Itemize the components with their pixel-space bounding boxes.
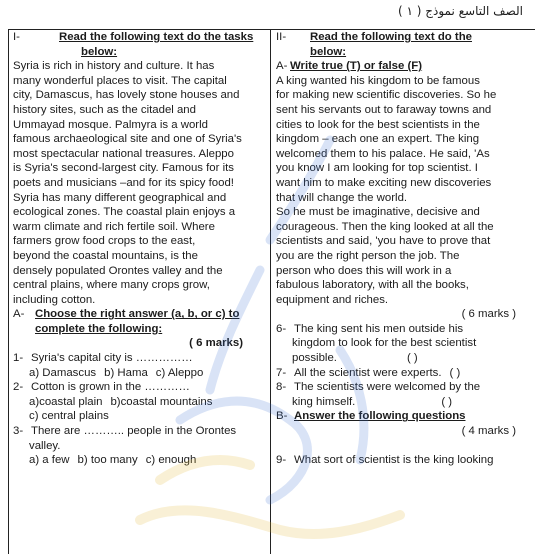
question-1: 1- Syria's capital city is …………… a) Damascus b) Hama c) Aleppo <box>13 351 267 380</box>
right-passage-line: want him to make exciting new discoveries <box>276 176 492 189</box>
left-passage-line: is Syria's second-largest city. Famous for its <box>13 162 234 175</box>
left-passage-line: farmers grow food crops to the east, <box>13 235 196 248</box>
statement-6: 6- The king sent his men outside his kingdom to look for the best scientist possible. ( ) <box>276 322 477 365</box>
right-task-b-title: B- Answer the following questions <box>276 410 466 423</box>
right-passage-line: you know I am looking for top scientist. I <box>276 162 478 175</box>
right-passage-line: fabulous laboratory, with all the books, <box>276 279 469 292</box>
statement-8-answer-box[interactable]: ( ) <box>441 395 453 408</box>
right-task-b-marks: ( 4 marks ) <box>461 425 516 438</box>
left-column: I- Read the following text do the tasks below: Syria is rich in history and culture. It has many wonderful places to visit. The capital city, Damascus, has lovely stone houses and history sites, such as the citadel and Ummayad mosque. Palmyra is a world famous archaeological site and one of Syria's most spectacular national treasures. Aleppo is Syria's second-largest city. Famous for its poets and musicians –and for its spicy food! Syria has many different geographical and ecological zones. The coastal plain enjoys a warm climate and rich fertile soil. Where farmers grow food crops to the east, beyond the coastal mountains, is the densely populated Orontes valley and the central plains, where many crops grow, including cotton. A- Choose the right answer (a, b, or c) to complete the following: ( 6 marks) 1- Syria's capital city is …………… a) Damascus b) Hama c) Aleppo 2- Cotton is grown in the ………… a)coastal plain b)coastal mountains c) central plains 3- There are ……….. people in the Orontes valley. a) a few b) too many c) enough <box>13 30 267 554</box>
right-passage-line: courageous. Then the king looked at all the <box>276 220 494 233</box>
right-passage-line: that will change the world. <box>276 191 408 204</box>
right-task-a-marks: ( 6 marks ) <box>461 308 516 321</box>
left-passage-line: history sites, such as the citadel and <box>13 103 196 116</box>
statement-7-answer-box[interactable]: ( ) <box>449 366 461 379</box>
left-passage-line: central plains, where many crops grow, <box>13 279 210 292</box>
question-2-options: a)coastal plain b)coastal mountains <box>29 395 213 408</box>
left-task-a-title: A- Choose the right answer (a, b, or c) to <box>13 308 240 321</box>
right-passage-line: sent his servants out to faraway towns and <box>276 103 492 116</box>
page-header <box>0 0 537 28</box>
right-task-a-title: A- Write true (T) or false (F) <box>276 60 423 73</box>
left-task-a-marks: ( 6 marks) <box>189 337 243 350</box>
left-section-title: I- Read the following text do the tasks <box>13 31 254 43</box>
right-passage-line: A king wanted his kingdom to be famous <box>276 74 480 87</box>
left-section-mark: I- <box>13 31 20 43</box>
statement-7: 7- All the scientist were experts. ( ) <box>276 366 461 379</box>
right-passage-line: for making new scientific discoveries. So he <box>276 89 497 102</box>
statement-6-answer-box[interactable]: ( ) <box>406 352 418 365</box>
right-section-mark: II- <box>276 31 287 43</box>
left-passage-line: many wonderful places to visit. The capital <box>13 74 227 87</box>
left-passage <box>13 59 267 307</box>
statement-8: 8- The scientists were welcomed by the king himself. ( ) <box>276 381 481 408</box>
right-passage-line: person who does this will work in a <box>276 264 452 277</box>
question-3-options: a) a few b) too many c) enough <box>29 454 197 467</box>
question-9: 9- What sort of scientist is the king looking <box>276 453 494 466</box>
left-passage-line: most spectacular national treasures. Aleppo <box>13 147 234 160</box>
left-passage-line: Syria is rich in history and culture. It has <box>13 60 215 73</box>
right-passage <box>276 74 530 308</box>
left-passage-line: including cotton. <box>13 293 96 306</box>
left-passage-line: famous archaeological site and one of Syria's <box>13 133 242 146</box>
left-passage-line: Syria has many different geographical and <box>13 191 227 204</box>
right-passage-line: So he must be imaginative, decisive and <box>276 206 480 219</box>
right-passage-line: equipment and riches. <box>276 293 389 306</box>
question-1-options: a) Damascus b) Hama c) Aleppo <box>29 366 204 379</box>
left-passage-line: ecological zones. The coastal plain enjoys a <box>13 206 236 219</box>
left-passage-line: densely populated Orontes valley and the <box>13 264 223 277</box>
left-passage-line: beyond the coastal mountains, is the <box>13 249 198 262</box>
question-2: 2- Cotton is grown in the ………… a)coastal plain b)coastal mountains c) central plains <box>13 380 267 424</box>
right-passage-line: cities to look for the best scientists in the <box>276 118 480 131</box>
left-passage-line: city, Damascus, has lovely stone houses and <box>13 89 240 102</box>
right-passage-line: kingdom – each one an expert. The king <box>276 133 480 146</box>
column-divider <box>270 29 271 554</box>
right-passage-line: scientists and said, 'you have to prove that <box>276 235 491 248</box>
right-passage-line: welcomed them to his palace. He said, 'As <box>276 147 490 160</box>
right-passage-line: you are the right person the job. The <box>276 249 460 262</box>
question-3: 3- There are ……….. people in the Orontes valley. a) a few b) too many c) enough <box>13 424 267 468</box>
right-section-title: II- Read the following text do the <box>276 31 472 43</box>
left-passage-line: warm climate and rich fertile soil. Where <box>13 220 215 233</box>
header-title: الصف التاسع نموذج ( ١ ) <box>398 4 523 18</box>
left-passage-line: poets and musicians –and for its spicy food! <box>13 176 234 189</box>
right-column: II- Read the following text do the below: A- Write true (T) or false (F) A king wanted his kingdom to be famous for making new scientific discoveries. So he sent his servants out to faraway towns and cities to look for the best scientists in the kingdom – each one an expert. The king welcomed them to his palace. He said, 'As you know I am looking for top scientist. I want him to make exciting new discoveries that will change the world. So he must be imaginative, decisive and courageous. Then the king looked at all the scientists and said, 'you have to prove that you are the right person the job. The person who does this will work in a fabulous laboratory, with all the books, equipment and riches. ( 6 marks ) 6- The king sent his men outside his kingdom to look for the best scientist possible. ( ) 7- All the scientist were experts. ( ) 8- The scientists were welcomed by the king himself. ( ) B- Answer the following questions ( 4 marks ) 9- What sort of scientist is the king looking <box>276 30 530 554</box>
left-passage-line: Ummayad mosque. Palmyra is a world <box>13 118 208 131</box>
